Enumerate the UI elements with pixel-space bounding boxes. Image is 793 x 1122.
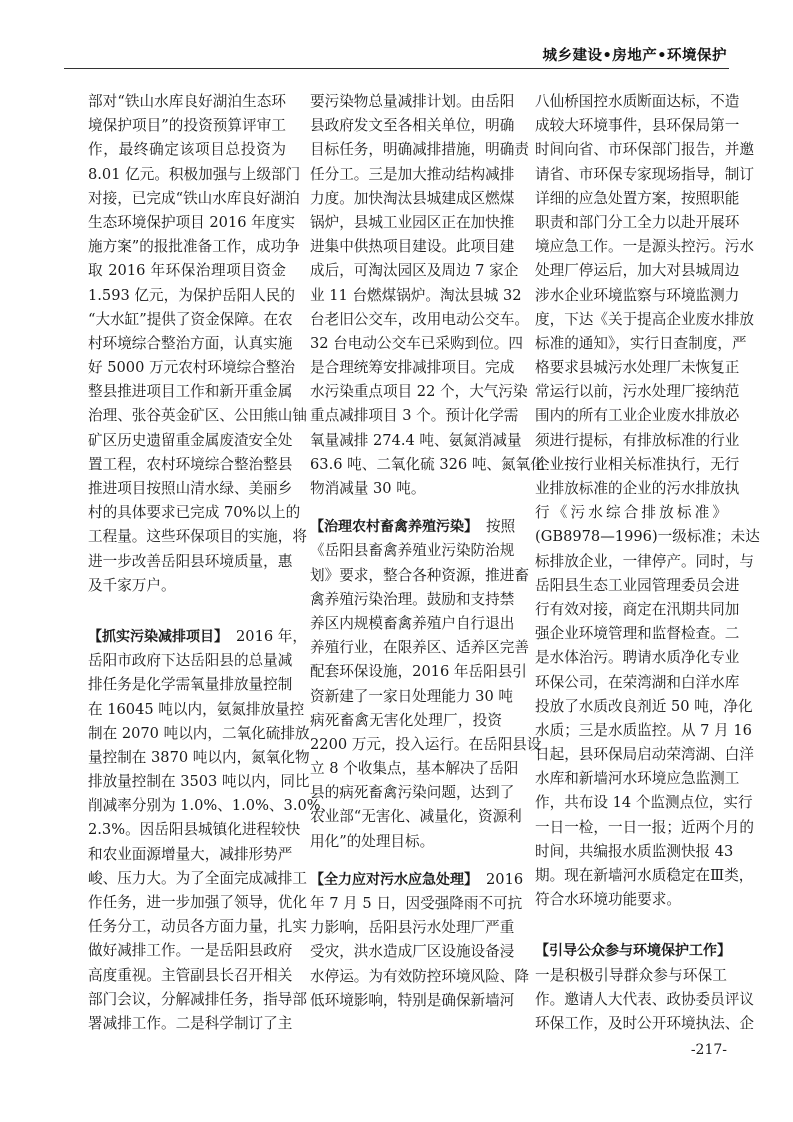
page-number: -217- [690, 1042, 727, 1058]
text-line [88, 380, 293, 404]
text-line [310, 284, 522, 308]
text-line [310, 757, 519, 781]
text-line [535, 622, 740, 646]
text-line [535, 816, 754, 840]
text-line [310, 404, 519, 428]
text-line [535, 187, 740, 211]
text-line [310, 685, 513, 709]
line-text: 水库和新墙河水环境应急监测工 [535, 770, 740, 788]
line-text: 63.6 吨、二氧化硫 326 吨、氮氧化 [310, 455, 545, 473]
text-line [535, 719, 752, 743]
line-text: (GB8978—1996)一级标准；未达 [535, 528, 760, 546]
line-text: 32 台电动公交车已采购到位。四 [310, 334, 523, 352]
text-line [535, 501, 727, 525]
text-line [310, 539, 515, 563]
text-line [310, 733, 542, 757]
line-text: 农业部“无害化、减量化，资源利 [310, 808, 522, 826]
line-text: 环保工作，及时公开环境执法、企 [535, 1014, 754, 1032]
line-text: 围内的所有工业企业废水排放必 [535, 407, 740, 425]
text-line [88, 770, 310, 794]
line-text: 业排放标准的企业的污水排放执 [535, 480, 740, 497]
line-text: 生态环境保护项目 2016 年度实 [88, 213, 295, 231]
text-line [310, 612, 515, 636]
line-text: 资新建了一家日处理能力 30 吨 [310, 687, 513, 705]
line-text: 成后，可淘汰园区及周边 7 家企 [310, 262, 519, 280]
line-text: 进集中供热项目建设。此项目建 [310, 238, 515, 256]
line-text: 标排放企业，一律停产。同时，与 [535, 552, 754, 570]
text-line [88, 550, 293, 574]
line-text: 部门会议，分解减排任务，指导部 [88, 990, 307, 1008]
line-text: 8.01 亿元。积极加强与上级部门 [88, 165, 301, 183]
line-text: 强企业环境管理和监督检查。二 [535, 625, 740, 643]
section-heading: 【引导公众参与环境保护工作】 [535, 943, 731, 960]
line-text: 一是积极引导群众参与环保工 [535, 966, 727, 984]
text-column-2 [310, 90, 545, 1013]
text-line [88, 746, 310, 770]
text-line [535, 646, 740, 670]
text-line [88, 964, 293, 988]
text-line [535, 477, 740, 501]
body-paragraph [535, 90, 760, 912]
text-line [535, 211, 740, 235]
text-line [88, 625, 307, 649]
line-text: 量控制在 3870 吨以内，氮氧化物 [88, 748, 310, 766]
line-text: 处理厂停运后，加大对县城周边 [535, 262, 740, 280]
text-line [88, 574, 286, 598]
line-text: 施方案”的报批准备工作，成功争 [88, 238, 300, 256]
text-line [535, 695, 753, 719]
line-text: 任分工。三是加大推动结构减排 [310, 165, 515, 183]
line-text: 力度。加快淘汰县城建成区燃煤 [310, 189, 515, 207]
text-line [310, 187, 515, 211]
text-line [535, 964, 727, 988]
line-text: 境保护项目”的投资预算评审工 [88, 117, 286, 135]
text-line [310, 805, 522, 829]
line-text: 企业按行业相关标准执行，无行 [535, 455, 740, 473]
line-text: 削减率分别为 1.0%、1.0%、3.0%、 [88, 797, 336, 815]
text-line [535, 163, 754, 187]
section-paragraph [535, 939, 754, 1036]
text-line [535, 791, 753, 815]
text-line [310, 356, 515, 380]
line-text: 工程量。这些环保项目的实施，将 [88, 528, 307, 546]
line-text: 村的具体要求已完成 70%以上的 [88, 504, 301, 522]
line-text: 八仙桥国控水质断面达标，不造 [535, 93, 740, 110]
text-line [88, 284, 295, 308]
line-text: 格要求县城污水处理厂未恢复正 [535, 359, 740, 377]
line-text: 作任务，进一步加强了领导，优化 [88, 894, 307, 911]
line-text: 2016 年， [236, 627, 307, 645]
line-text: 一日一检，一日一报；近两个月的 [535, 818, 754, 836]
text-line [310, 380, 528, 404]
line-text: 署减排工作。二是科学制订了主 [88, 1014, 293, 1032]
text-line [535, 235, 754, 259]
text-line [535, 308, 754, 332]
line-text: 重点减排项目 3 个。预计化学需 [310, 407, 519, 425]
text-line [88, 794, 336, 818]
line-text: 成较大环境事件，县环保局第一 [535, 117, 740, 135]
text-column-3 [535, 90, 760, 1036]
line-text: 部对“铁山水库良好湖泊生态环 [88, 93, 286, 110]
text-line [310, 781, 515, 805]
text-line [310, 235, 515, 259]
text-line [535, 380, 740, 404]
text-line [88, 843, 293, 867]
text-line [535, 138, 754, 162]
text-line [88, 356, 295, 380]
line-text: 和农业面源增量大，减排形势严 [88, 845, 293, 863]
text-line [88, 525, 307, 549]
text-line [310, 453, 545, 477]
line-text: 任务分工，动员各方面力量，扎实 [88, 918, 307, 936]
text-line [310, 429, 522, 453]
text-line [88, 429, 293, 453]
line-text: 氧量减排 274.4 吨、氨氮消减量 [310, 431, 522, 449]
text-line [310, 588, 515, 612]
line-text: 县政府发文至各相关单位，明确 [310, 117, 515, 135]
line-text: 投放了水质改良剂近 50 吨，净化 [535, 697, 753, 715]
text-line [310, 830, 502, 854]
line-text: 水污染重点项目 22 个，大气污染 [310, 383, 528, 401]
line-text: 详细的应急处置方案，按照职能 [535, 189, 740, 207]
text-line [535, 429, 740, 453]
text-line [310, 940, 515, 964]
text-line [88, 138, 286, 162]
text-line [88, 867, 307, 891]
line-text: 作。邀请人大代表、政协委员评议 [535, 990, 754, 1008]
body-paragraph [88, 90, 307, 598]
line-text: 1.593 亿元，为保护岳阳人民的 [88, 286, 295, 304]
line-text: 物消减量 30 吨。 [310, 480, 426, 497]
line-text: 常运行以前，污水处理厂接纳范 [535, 383, 740, 401]
text-line [88, 259, 286, 283]
text-line [88, 915, 307, 939]
line-text: 高度重视。主管副县长召开相关 [88, 966, 293, 984]
line-text: 病死畜禽无害化处理厂，投资 [310, 711, 502, 729]
text-line [535, 840, 734, 864]
text-line [88, 1012, 293, 1036]
line-text: 进一步改善岳阳县环境质量，惠 [88, 552, 293, 570]
line-text: 在 16045 吨以内，氨氮排放量控 [88, 700, 305, 718]
line-text: 作，共布设 14 个监测点位，实行 [535, 794, 753, 812]
text-line [535, 453, 740, 477]
line-text: 是合理统筹安排减排项目。完成 [310, 359, 515, 377]
text-line [310, 709, 502, 733]
text-line [88, 649, 293, 673]
line-text: 县的病死畜禽污染问题，达到了 [310, 784, 515, 802]
line-text: 符合水环境功能要求。 [535, 891, 681, 909]
line-text: 是水体治污。聘请水质净化专业 [535, 649, 740, 667]
text-line [535, 114, 740, 138]
text-line [88, 501, 301, 525]
line-text: 低环境影响，特别是确保新墙河 [310, 991, 515, 1009]
line-text: 禽养殖污染治理。鼓励和支持禁 [310, 590, 515, 608]
line-text: 村环境综合整治方面，认真实施 [88, 334, 293, 352]
text-line [88, 163, 301, 187]
text-line [310, 163, 515, 187]
line-text: 岳阳县生态工业园管理委员会进 [535, 576, 740, 594]
text-line [310, 477, 502, 501]
line-text: 力影响，岳阳县污水处理厂严重 [310, 919, 515, 937]
line-text: 岳阳市政府下达岳阳县的总量减 [88, 652, 293, 670]
line-text: 涉水企业环境监察与环境监测力 [535, 286, 740, 304]
text-line [310, 515, 516, 539]
text-line [535, 356, 740, 380]
line-text: 《岳阳县畜禽养殖业污染防治规 [310, 542, 515, 560]
line-text: 2200 万元，投入运行。在岳阳县设 [310, 735, 542, 753]
line-text: 作，最终确定该项目总投资为 [88, 141, 286, 159]
line-text: 境应急工作。一是源头控污。污水 [535, 238, 754, 256]
line-text: 按照 [486, 518, 516, 536]
section-heading: 【治理农村畜禽养殖污染】 [310, 519, 478, 536]
text-line [310, 259, 519, 283]
line-text: 取 2016 年环保治理项目资金 [88, 262, 286, 280]
line-text: 环保公司，在荣湾湖和白洋水库 [535, 673, 740, 691]
text-line [310, 892, 523, 916]
line-text: 2016 [486, 870, 524, 888]
section-paragraph [310, 515, 542, 854]
text-line [310, 114, 515, 138]
section-paragraph [88, 625, 336, 1036]
text-line [88, 477, 293, 501]
text-line [310, 564, 529, 588]
line-text: 锅炉，县城工业园区正在加快推 [310, 213, 515, 231]
line-text: “大水缸”提供了资金保障。在农 [88, 310, 293, 328]
text-line [310, 90, 515, 114]
body-paragraph [310, 90, 545, 501]
line-text: 及千家万户。 [88, 576, 176, 594]
line-text: 置工程，农村环境综合整治整县 [88, 455, 293, 473]
text-line [88, 988, 307, 1012]
line-text: 划》要求，整合各种资源，推进畜 [310, 566, 529, 584]
section-paragraph [310, 868, 529, 1013]
line-text: 排放量控制在 3503 吨以内，同比 [88, 773, 310, 791]
header-rule [64, 68, 729, 69]
text-line [535, 864, 754, 888]
line-text: 水质；三是水质监控。从 7 月 16 [535, 721, 752, 739]
line-text: 时间向省、市环保部门报告，并邀 [535, 141, 754, 159]
text-line [310, 308, 529, 332]
line-text: 日起，县环保局启动荣湾湖、白洋 [535, 746, 754, 764]
line-text: 标准的通知》，实行日查制度，严 [535, 334, 747, 352]
text-line [310, 965, 529, 989]
text-line [88, 332, 293, 356]
text-line [88, 90, 286, 114]
text-line [535, 1012, 754, 1036]
line-text: 年 7 月 5 日，因受强降雨不可抗 [310, 895, 523, 912]
line-text: 2.3%。因岳阳县城镇化进程较快 [88, 821, 301, 839]
text-line [535, 598, 740, 622]
line-text: 度，下达《关于提高企业废水排放 [535, 310, 754, 328]
text-line [88, 698, 305, 722]
line-text: 请省、市环保专家现场指导，制订 [535, 165, 754, 183]
text-line [535, 284, 740, 308]
line-text: 用化”的处理目标。 [310, 832, 435, 850]
line-text: 养殖行业，在限养区、适养区完善 [310, 639, 529, 657]
line-text: 要污染物总量减排计划。由岳阳 [310, 93, 515, 110]
line-text: 做好减排工作。一是岳阳县政府 [88, 942, 293, 960]
line-text: 期。现在新墙河水质稳定在Ⅲ类， [535, 867, 754, 884]
text-line [310, 989, 515, 1013]
text-line [535, 671, 740, 695]
line-text: 制在 2070 吨以内，二氧化硫排放 [88, 724, 310, 742]
line-text: 时间，共编报水质监测快报 43 [535, 842, 734, 860]
line-text: 台老旧公交车，改用电动公交车。 [310, 310, 529, 328]
line-text: 推进项目按照山清水绿、美丽乡 [88, 480, 293, 497]
text-line [535, 574, 740, 598]
line-text: 目标任务，明确减排措施，明确责 [310, 141, 529, 159]
line-text: 配套环保设施，2016 年岳阳县引 [310, 663, 527, 681]
line-text: 须进行提标，有排放标准的行业 [535, 431, 740, 449]
text-column-1 [88, 90, 336, 1036]
line-text: 职责和部门分工全力以赴开展环 [535, 213, 740, 231]
line-text: 整县推进项目工作和新开重金属 [88, 383, 293, 401]
text-line [310, 636, 529, 660]
text-line [88, 818, 301, 842]
text-line [88, 939, 293, 963]
section-heading: 【全力应对污水应急处理】 [310, 871, 478, 888]
text-line [310, 138, 529, 162]
text-line [535, 550, 754, 574]
text-line [535, 767, 740, 791]
line-text: 立 8 个收集点，基本解决了岳阳 [310, 760, 519, 778]
text-line [88, 673, 293, 697]
text-line [535, 332, 747, 356]
text-line [535, 259, 740, 283]
line-text: 受灾，洪水造成厂区设施设备浸 [310, 943, 515, 961]
text-line [88, 187, 300, 211]
text-line [88, 891, 307, 915]
text-line [88, 211, 295, 235]
line-text: 对接，已完成“铁山水库良好湖泊 [88, 189, 300, 207]
line-text: 峻、压力大。为了全面完成减排工 [88, 869, 307, 887]
line-text: 行《污水综合排放标准》 [535, 504, 727, 522]
text-line [535, 888, 727, 912]
text-line [535, 939, 731, 963]
line-text: 排任务是化学需氧量排放量控制 [88, 676, 293, 694]
running-head-section-title: 城乡建设•房地产•环境保护 [542, 48, 727, 64]
text-line [88, 722, 310, 746]
text-line [310, 916, 515, 940]
text-line [535, 743, 754, 767]
section-heading: 【抓实污染减排项目】 [88, 628, 228, 645]
line-text: 好 5000 万元农村环境综合整治 [88, 359, 295, 377]
line-text: 矿区历史遗留重金属废渣安全处 [88, 431, 293, 449]
line-text: 养区内规模畜禽养殖户自行退出 [310, 614, 515, 632]
text-line [88, 453, 293, 477]
text-line [310, 660, 527, 684]
line-text: 治理、张谷英金矿区、公田熊山铀 [88, 407, 307, 425]
line-text: 行有效对接，商定在汛期共同加 [535, 600, 740, 618]
text-line [535, 525, 760, 549]
text-line [88, 114, 286, 138]
text-line [310, 211, 515, 235]
text-line [535, 404, 740, 428]
text-line [88, 308, 293, 332]
text-line [310, 868, 524, 892]
text-line [88, 235, 300, 259]
text-line [535, 988, 754, 1012]
text-line [535, 90, 740, 114]
text-line [310, 332, 523, 356]
line-text: 业 11 台燃煤锅炉。淘汰县城 32 [310, 286, 522, 304]
line-text: 水停运。为有效防控环境风险、降 [310, 967, 529, 985]
text-line [88, 404, 307, 428]
